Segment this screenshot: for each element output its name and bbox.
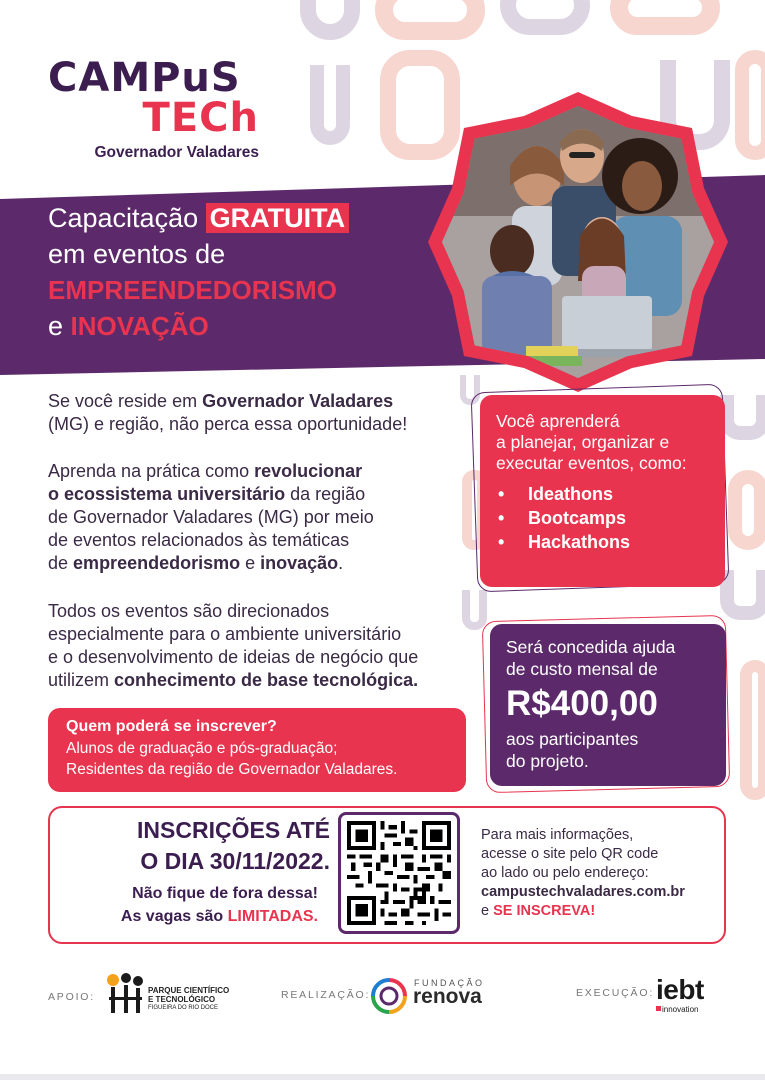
learn-box (480, 395, 725, 587)
list-item: • Hackathons (496, 530, 711, 554)
intro-p3-d: utilizem (48, 670, 110, 690)
logo-line-campus: CAMPuS (48, 55, 241, 101)
info-line2: acesse o site pelo QR code (481, 846, 659, 862)
list-item: • Bootcamps (496, 506, 711, 530)
headline-part1: Capacitação (48, 203, 199, 233)
support-org-line1: PARQUE CIENTÍFICO (148, 986, 230, 995)
call-line2-b: LIMITADAS. (227, 908, 318, 925)
call-line2-a: As vagas são (120, 908, 224, 925)
headline-conj: e (48, 311, 64, 341)
intro-paragraph-3 (48, 600, 478, 692)
registration-deadline (60, 815, 330, 877)
stipend-line1: Será concedida ajuda (506, 637, 676, 657)
call-line1: Não fique de fora dessa! (132, 885, 318, 902)
photo-image (442, 106, 714, 378)
intro-p1-c: (MG) e região, não perca essa oportunidade! (48, 414, 408, 434)
info-line5-a: e (481, 903, 490, 919)
headline (48, 200, 349, 344)
intro-p2-g: de (48, 553, 69, 573)
students-illustration (442, 106, 714, 378)
headline-part2: em eventos de (48, 239, 226, 269)
support-org-line2: E TECNOLÓGICO (148, 995, 216, 1004)
intro-p2-d: da região (290, 484, 366, 504)
deadline-line2: O DIA 30/11/2022. (140, 848, 330, 874)
learn-intro-line2: a planejar, organizar e (496, 432, 670, 452)
intro-p2-e: de Governador Valadares (MG) por meio (48, 507, 374, 527)
iebt-subtitle: innovation (662, 1005, 699, 1014)
intro-p2-h: empreendedorismo (73, 553, 241, 573)
list-item: • Ideathons (496, 482, 711, 506)
execution-label: EXECUÇÃO: (576, 987, 655, 999)
realization-label: REALIZAÇÃO: (281, 989, 371, 1001)
intro-p2-j: inovação (260, 553, 339, 573)
stipend-amount: R$400,00 (506, 684, 658, 723)
stipend-box (490, 624, 726, 786)
stipend-line2: de custo mensal de (506, 659, 658, 679)
eligibility-box (48, 708, 466, 792)
intro-p2-a: Aprenda na prática como (48, 461, 250, 481)
registration-info (481, 826, 721, 921)
signup-call: SE INSCREVA! (493, 903, 596, 919)
event-type-list (496, 482, 711, 554)
logo-line-tech: TECh (142, 95, 259, 141)
campus-tech-logo (48, 55, 263, 162)
intro-p2-c: o ecossistema universitário (48, 484, 286, 504)
qr-code[interactable] (338, 812, 460, 934)
headline-topic1: EMPREENDEDORISMO (48, 275, 337, 305)
learn-intro-line1: Você aprenderá (496, 411, 620, 431)
learn-intro-line3: executar eventos, como: (496, 453, 687, 473)
intro-p3-c: e o desenvolvimento de ideias de negócio que (48, 647, 419, 667)
intro-p3-b: especialmente para o ambiente universitário (48, 624, 402, 644)
renova-wordmark: renova (413, 985, 482, 1008)
logo-subtitle: Governador Valadares (94, 144, 259, 161)
intro-p2-b: revolucionar (254, 461, 363, 481)
iebt-wordmark: iebt (656, 974, 704, 1005)
eligibility-line2: Residentes da região de Governador Valadares. (66, 761, 398, 778)
info-line3: ao lado ou pelo endereço: (481, 865, 649, 881)
stipend-line4: do projeto. (506, 751, 589, 771)
iebt-accent-mark (656, 1006, 661, 1011)
support-label: APOIO: (48, 991, 95, 1003)
renova-swirl-icon (370, 977, 408, 1015)
support-org-line3: FIGUEIRA DO RIO DOCE (148, 1005, 219, 1011)
intro-p1-a: Se você reside em (48, 391, 198, 411)
group-photo (428, 92, 728, 392)
eligibility-line1: Alunos de graduação e pós-graduação; (66, 740, 338, 757)
stipend-line3: aos participantes (506, 729, 639, 749)
intro-p2-i: e (245, 553, 256, 573)
bottom-divider (0, 1074, 765, 1080)
intro-p1-b: Governador Valadares (202, 391, 394, 411)
parque-cientifico-text (148, 986, 229, 1013)
renova-logo (370, 977, 408, 1020)
intro-paragraph-1 (48, 390, 468, 436)
intro-paragraph-2 (48, 460, 468, 575)
headline-highlight: GRATUITA (206, 203, 349, 233)
intro-p2-f: de eventos relacionados às temáticas (48, 530, 350, 550)
info-line1: Para mais informações, (481, 827, 634, 843)
qr-code-icon (347, 821, 451, 925)
registration-call (60, 882, 318, 928)
headline-topic2: INOVAÇÃO (70, 311, 209, 341)
intro-p2-k: . (338, 553, 344, 573)
deadline-line1: INSCRIÇÕES ATÉ (137, 817, 330, 843)
eligibility-title: Quem poderá se inscrever? (66, 718, 277, 735)
website-link[interactable]: campustechvaladares.com.br (481, 884, 685, 900)
intro-p3-e: conhecimento de base tecnológica. (114, 670, 419, 690)
parque-cientifico-icon (105, 972, 145, 1014)
intro-p3-a: Todos os eventos são direcionados (48, 601, 330, 621)
renova-small-text: FUNDAÇÃO (414, 978, 485, 988)
